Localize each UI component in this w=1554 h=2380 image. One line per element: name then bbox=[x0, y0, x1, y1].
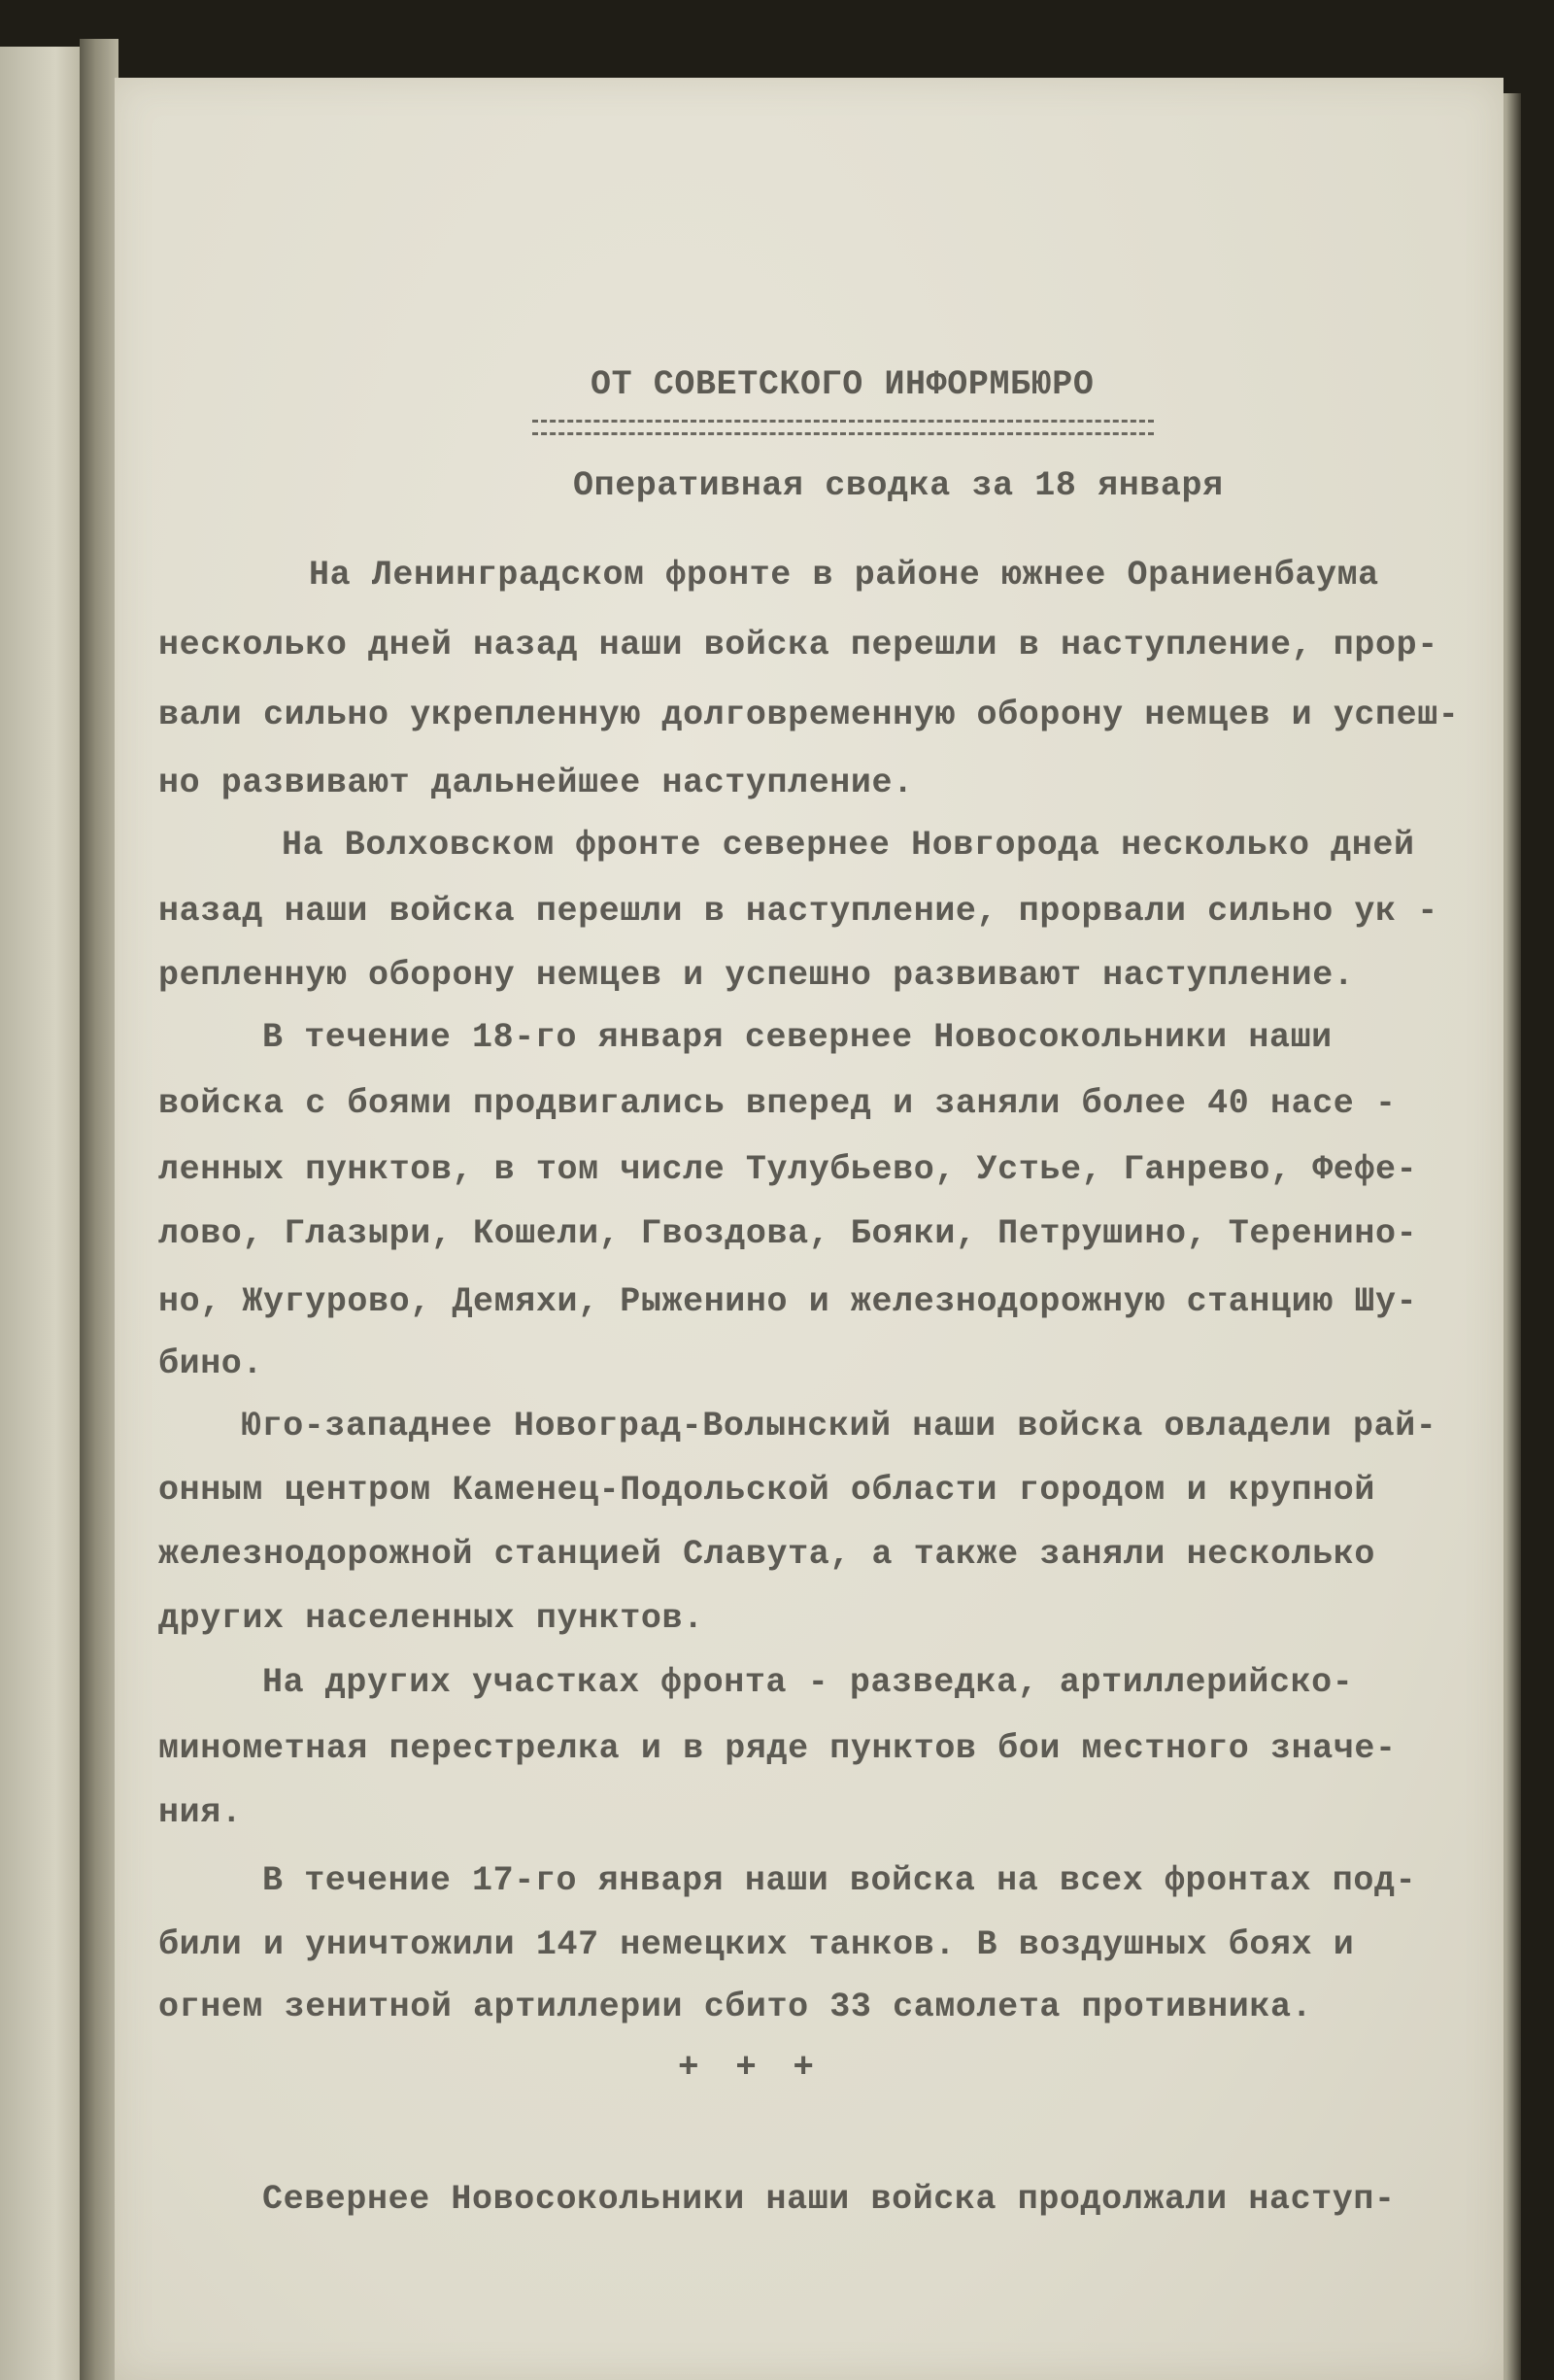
body-line: ния. bbox=[158, 1793, 243, 1832]
body-line: На других участках фронта - разведка, артиллерийско- bbox=[262, 1663, 1354, 1702]
body-line: На Ленинградском фронте в районе южнее Ораниенбаума bbox=[309, 556, 1379, 595]
body-line: но, Жугурово, Демяхи, Рыженино и железнодорожную станцию Шу- bbox=[158, 1282, 1418, 1321]
body-line: В течение 18-го января севернее Новосокольники наши bbox=[262, 1018, 1333, 1057]
typewritten-page bbox=[115, 78, 1503, 2380]
body-line: ленных пунктов, в том числе Тулубьево, Устье, Ганрево, Фефе- bbox=[158, 1150, 1418, 1189]
document-title: ОТ СОВЕТСКОГО ИНФОРМБЮРО bbox=[591, 365, 1095, 404]
document-subtitle: Оперативная сводка за 18 января bbox=[573, 466, 1224, 505]
body-line: огнем зенитной артиллерии сбито 33 самолета противника. bbox=[158, 1988, 1313, 2026]
body-line: В течение 17-го января наши войска на всех фронтах под- bbox=[262, 1861, 1417, 1900]
body-line: онным центром Каменец-Подольской области городом и крупной bbox=[158, 1471, 1375, 1510]
body-line: несколько дней назад наши войска перешли в наступление, прор- bbox=[158, 626, 1438, 664]
body-line: других населенных пунктов. bbox=[158, 1599, 704, 1638]
left-page-edge bbox=[0, 47, 80, 2380]
report-body bbox=[115, 78, 1503, 2380]
body-line: Севернее Новосокольники наши войска продолжали наступ- bbox=[262, 2180, 1396, 2219]
body-line: железнодорожной станцией Славута, а также заняли несколько bbox=[158, 1535, 1375, 1574]
body-line: назад наши войска перешли в наступление, прорвали сильно ук - bbox=[158, 892, 1438, 931]
body-line: били и уничтожили 147 немецких танков. В воздушных боях и bbox=[158, 1925, 1355, 1964]
body-line: войска с боями продвигались вперед и заняли более 40 насе - bbox=[158, 1084, 1397, 1123]
binding-gutter bbox=[80, 39, 118, 2380]
body-line: репленную оборону немцев и успешно развивают наступление. bbox=[158, 956, 1355, 995]
body-line: На Волховском фронте севернее Новгорода несколько дней bbox=[282, 826, 1415, 865]
body-line: вали сильно укрепленную долговременную оборону немцев и успеш- bbox=[158, 696, 1460, 734]
section-separator: + + + bbox=[678, 2048, 823, 2088]
body-line: минометная перестрелка и в ряде пунктов бои местного значе- bbox=[158, 1729, 1397, 1768]
body-line: но развивают дальнейшее наступление. bbox=[158, 764, 914, 802]
body-line: лово, Глазыри, Кошели, Гвоздова, Бояки, Петрушино, Теренино- bbox=[158, 1214, 1418, 1253]
body-line: Юго-западнее Новоград-Волынский наши войска овладели рай- bbox=[241, 1407, 1437, 1445]
body-line: бино. bbox=[158, 1344, 264, 1383]
